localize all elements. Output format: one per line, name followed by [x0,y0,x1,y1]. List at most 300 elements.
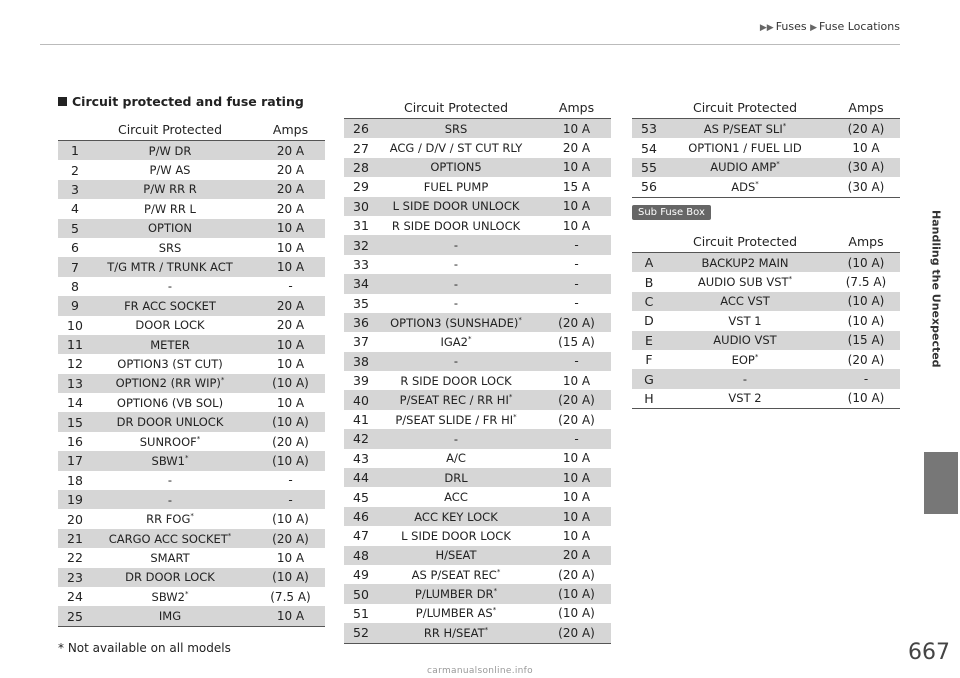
circuit-name: - [167,473,173,488]
fuse-number: 32 [344,235,370,254]
table-header-number [632,230,658,253]
table-row [344,119,611,139]
asterisk-marker: * [513,412,517,421]
asterisk-marker: * [782,121,787,130]
fuse-amps: - [542,429,611,448]
table-row [344,255,611,274]
fuse-number: 48 [344,546,370,565]
fuse-number: 34 [344,274,370,293]
watermark: carmanualsonline.info [427,666,533,676]
table-row [632,138,900,157]
fuse-table-1 [58,118,325,627]
circuit-name-cell [370,197,542,216]
circuit-name-cell [370,623,542,643]
circuit-name: FR ACC SOCKET [124,298,216,313]
fuse-number: 11 [58,335,84,354]
circuit-name: ACC [444,490,468,505]
table-header-number [632,96,658,119]
header-divider [40,44,900,45]
fuse-amps: 10 A [276,550,305,565]
fuse-number: 12 [67,356,83,372]
table-row [58,180,325,199]
circuit-name: VST 2 [728,391,762,406]
circuit-name-cell [370,546,542,565]
fuse-amps: (10 A) [256,374,325,393]
circuit-name: SBW1 [151,453,185,468]
page-number: 667 [908,640,950,665]
circuit-name: - [742,372,748,387]
fuse-number: A [632,253,658,273]
fuse-amps: 10 A [256,335,325,354]
fuse-amps: - [288,473,293,488]
fuse-number: 24 [67,589,83,605]
table-row [58,548,325,567]
breadcrumb [760,20,900,33]
table-row [344,449,611,468]
section-title [58,94,304,109]
fuse-number: 50 [344,584,370,603]
fuse-amps: 10 A [256,257,325,276]
sub-fuse-box-badge: Sub Fuse Box [632,205,711,220]
asterisk-marker: * [754,352,759,361]
fuse-amps: 10 A [276,356,305,371]
circuit-name: - [453,257,459,272]
circuit-name: METER [150,337,190,352]
circuit-name-cell [658,369,832,388]
asterisk-marker: * [492,606,497,615]
fuse-number: 1 [58,141,84,161]
circuit-name-cell [84,432,256,451]
fuse-amps: (20 A) [542,390,611,409]
table-row [632,389,900,409]
fuse-number: 19 [58,490,84,509]
fuse-number: 20 [67,511,83,527]
table-row [58,238,325,257]
fuse-number: 7 [58,257,84,276]
circuit-name: AUDIO AMP [710,160,777,175]
fuse-number: 15 [58,412,84,431]
table-row [344,197,611,216]
circuit-name-cell [84,354,256,373]
circuit-name: RR FOG [146,512,191,527]
asterisk-marker: * [496,567,501,576]
sub-fuse-table [632,230,900,409]
table-row [58,471,325,490]
circuit-name-cell [84,238,256,257]
fuse-amps: - [574,257,579,272]
circuit-name: P/W DR [148,143,192,158]
circuit-name: VST 1 [728,313,762,328]
circuit-name-cell [84,219,256,238]
fuse-number: 27 [353,140,369,156]
fuse-amps: 10 A [542,507,611,526]
circuit-name-cell [370,429,542,448]
circuit-name-cell [84,509,256,528]
fuse-number: D [644,313,654,329]
asterisk-marker: * [776,160,780,169]
fuse-number: 28 [344,158,370,177]
circuit-name-cell [370,449,542,468]
fuse-amps: (20 A) [256,529,325,548]
fuse-number: H [632,389,658,409]
fuse-amps: - [288,279,293,294]
fuse-number: 55 [632,158,658,177]
fuse-amps: 10 A [852,141,880,156]
circuit-name: SRS [158,240,182,255]
table-row [344,158,611,177]
table-row [58,606,325,626]
fuse-amps: 10 A [562,451,591,466]
table-row [344,352,611,371]
table-row [632,177,900,197]
circuit-name-cell [658,331,832,350]
table-header-row [632,96,900,119]
table-row [632,292,900,311]
circuit-name-cell [84,606,256,626]
side-tab-marker [924,452,958,514]
fuse-amps: 15 A [562,179,591,194]
fuse-amps: (30 A) [832,158,900,177]
fuse-number: 45 [353,489,369,505]
table-row [58,141,325,161]
table-row [344,294,611,313]
fuse-amps: (20 A) [558,567,595,582]
fuse-number: 21 [58,529,84,548]
table-row [344,565,611,584]
fuse-number: 8 [71,278,79,294]
fuse-amps: (10 A) [256,451,325,470]
circuit-name-cell [370,468,542,487]
table-row [58,335,325,354]
circuit-name-cell [84,490,256,509]
table-row [344,216,611,235]
table-row [632,369,900,388]
table-row [58,509,325,528]
table-header-circuit: Circuit Protected [370,96,542,119]
fuse-amps: (10 A) [256,412,325,431]
asterisk-marker: * [755,179,759,188]
circuit-name: ADS [731,179,756,194]
circuit-name-cell [84,296,256,315]
circuit-name-cell [658,253,832,273]
table-row [58,568,325,587]
circuit-name: H/SEAT [435,548,477,563]
circuit-name: ACC VST [720,294,770,309]
table-row [344,235,611,254]
table-row [344,429,611,448]
table-row [58,374,325,393]
fuse-amps: 20 A [562,141,591,156]
circuit-name: OPTION3 (ST CUT) [117,356,223,371]
fuse-number: 2 [71,162,79,178]
fuse-amps: 20 A [256,141,325,161]
table-header-amps: Amps [832,96,900,119]
circuit-name: IGA2 [440,334,468,349]
fuse-number: 26 [344,119,370,139]
table-row [632,331,900,350]
table-row [58,490,325,509]
circuit-name: ACC KEY LOCK [414,509,498,524]
fuse-amps: 20 A [276,201,305,216]
table-row [58,393,325,412]
table-header-circuit: Circuit Protected [658,96,832,119]
circuit-name-cell [370,119,542,139]
asterisk-marker: * [220,376,225,385]
circuit-name-cell [370,274,542,293]
fuse-number: 38 [344,352,370,371]
section-title-text: Circuit protected and fuse rating [72,94,304,109]
asterisk-marker: * [484,625,489,634]
fuse-amps: (10 A) [832,292,900,311]
table-row [344,410,611,429]
circuit-name-cell [370,235,542,254]
circuit-name-cell [658,272,832,291]
asterisk-marker: * [184,589,189,598]
fuse-number: 33 [353,256,369,272]
table-row [58,219,325,238]
table-row [344,623,611,643]
circuit-name-cell [370,332,542,351]
table-row [58,529,325,548]
fuse-amps: (20 A) [847,352,885,367]
fuse-amps: 10 A [562,528,591,543]
circuit-name: P/LUMBER DR [414,587,494,602]
circuit-name-cell [370,352,542,371]
fuse-number: 40 [344,390,370,409]
fuse-number: B [644,274,654,290]
circuit-name: - [453,238,459,253]
table-row [632,119,900,139]
circuit-name: FUEL PUMP [423,179,489,194]
fuse-number: 14 [67,395,83,411]
asterisk-marker: * [788,275,793,284]
table-row [344,313,611,332]
circuit-name-cell [84,160,256,179]
circuit-name-cell [370,371,542,390]
fuse-number: 25 [58,606,84,626]
circuit-name: R SIDE DOOR LOCK [400,373,512,388]
table-row [344,604,611,623]
circuit-name: L SIDE DOOR LOCK [401,528,511,543]
fuse-amps: (7.5 A) [270,589,311,604]
circuit-name-cell [84,277,256,296]
fuse-amps: (30 A) [832,177,900,197]
circuit-name-cell [370,255,542,274]
circuit-name-cell [84,374,256,393]
table-row [58,354,325,373]
table-row [344,507,611,526]
asterisk-marker: * [518,315,522,324]
circuit-name-cell [84,141,256,161]
circuit-name: CARGO ACC SOCKET [108,531,228,546]
table-row [632,253,900,273]
fuse-amps: (10 A) [272,512,309,527]
circuit-name-cell [84,257,256,276]
fuse-amps: (10 A) [256,568,325,587]
table-row [58,160,325,179]
table-header-amps: Amps [542,96,611,119]
asterisk-marker: * [196,434,201,443]
fuse-amps: 10 A [542,468,611,487]
circuit-name: AUDIO VST [713,333,777,348]
fuse-number: 16 [67,434,83,450]
fuse-amps: (20 A) [272,434,309,449]
side-tab [912,0,960,678]
table-row [58,277,325,296]
fuse-number: 29 [353,179,369,195]
asterisk-marker: * [493,587,498,596]
fuse-amps: 10 A [256,606,325,626]
circuit-name: P/SEAT SLIDE / FR HI [395,412,514,427]
circuit-name-cell [370,313,542,332]
circuit-name: OPTION5 [430,160,482,175]
circuit-name-cell [370,294,542,313]
circuit-name-cell [370,177,542,196]
table-row [344,390,611,409]
fuse-amps: 10 A [562,490,591,505]
fuse-number: 41 [353,412,369,428]
fuse-number: 35 [353,295,369,311]
circuit-name-cell [370,487,542,506]
circuit-name: SBW2 [151,589,185,604]
circuit-name-cell [658,389,832,409]
fuse-amps: - [542,352,611,371]
circuit-name: T/G MTR / TRUNK ACT [107,260,233,275]
fuse-number: 5 [58,219,84,238]
fuse-number: E [632,331,658,350]
fuse-number: G [632,369,658,388]
table-header-number [344,96,370,119]
circuit-name-cell [658,292,832,311]
circuit-name-cell [84,180,256,199]
table-row [344,584,611,603]
fuse-amps: (10 A) [542,584,611,603]
table-header-row [632,230,900,253]
table-row [58,432,325,451]
fuse-number: 31 [353,218,369,234]
table-row [632,350,900,369]
circuit-name: P/LUMBER AS [415,606,493,621]
fuse-amps: 10 A [256,219,325,238]
circuit-name: AS P/SEAT SLI [703,121,783,136]
fuse-number: 10 [67,317,83,333]
circuit-name-cell [658,119,832,139]
circuit-name: SUNROOF [139,434,197,449]
circuit-name-cell [370,604,542,623]
fuse-number: 53 [632,119,658,139]
table-header-circuit: Circuit Protected [84,118,256,141]
fuse-amps: - [256,490,325,509]
table-row [58,257,325,276]
circuit-name: OPTION6 (VB SOL) [116,395,224,410]
fuse-amps: (10 A) [847,313,885,328]
circuit-name: DOOR LOCK [135,318,205,333]
fuse-table-2 [344,96,611,644]
table-row [58,316,325,335]
fuse-number: 52 [344,623,370,643]
fuse-number: 39 [353,373,369,389]
table-row [344,138,611,157]
circuit-name: - [453,296,459,311]
fuse-number: 47 [353,528,369,544]
circuit-name-cell [370,565,542,584]
fuse-number: 51 [353,605,369,621]
fuse-amps: (20 A) [558,412,595,427]
circuit-name: IMG [158,609,182,624]
fuse-table-3 [632,96,900,198]
circuit-name: EOP [731,352,755,367]
breadcrumb-arrow-icon: ▶ [810,23,818,33]
circuit-name: - [453,276,459,291]
table-row [344,546,611,565]
circuit-name: OPTION2 (RR WIP) [115,376,221,391]
circuit-name-cell [84,199,256,218]
fuse-number: 17 [58,451,84,470]
fuse-number: 42 [344,429,370,448]
fuse-number: F [645,352,653,368]
fuse-amps: 10 A [542,119,611,139]
circuit-name-cell [658,177,832,197]
fuse-amps: 10 A [276,395,305,410]
table-header-amps: Amps [256,118,325,141]
table-header-number [58,118,84,141]
table-row [58,451,325,470]
circuit-name-cell [84,393,256,412]
fuse-amps: (20 A) [542,313,611,332]
circuit-name-cell [370,158,542,177]
circuit-name-cell [370,138,542,157]
circuit-name: RR H/SEAT [423,625,485,640]
table-row [344,487,611,506]
table-row [58,587,325,606]
circuit-name: A/C [446,451,466,466]
circuit-name-cell [658,311,832,330]
asterisk-marker: * [184,453,189,462]
fuse-number: 4 [71,201,79,217]
table-row [344,468,611,487]
circuit-name-cell [370,216,542,235]
fuse-number: 43 [353,450,369,466]
fuse-amps: (10 A) [558,606,595,621]
table-row [344,177,611,196]
fuse-number: 49 [353,567,369,583]
circuit-name: DR DOOR UNLOCK [116,415,224,430]
table-row [344,332,611,351]
circuit-name-cell [84,548,256,567]
fuse-amps: 20 A [542,546,611,565]
circuit-name: L SIDE DOOR UNLOCK [392,199,520,214]
asterisk-marker: * [508,393,513,402]
circuit-name: P/SEAT REC / RR HI [399,393,509,408]
circuit-name: - [453,431,459,446]
table-row [58,296,325,315]
circuit-name-cell [370,390,542,409]
circuit-name: AS P/SEAT REC [411,567,497,582]
circuit-name-cell [658,158,832,177]
circuit-name: P/W RR L [144,201,196,216]
fuse-amps: (10 A) [832,389,900,409]
fuse-amps: (15 A) [832,331,900,350]
fuse-number: 44 [344,468,370,487]
table-row [344,526,611,545]
fuse-number: 54 [641,140,657,156]
fuse-number: 56 [632,177,658,197]
breadcrumb-item-fuses: Fuses [775,20,807,33]
circuit-name-cell [84,587,256,606]
circuit-name-cell [84,335,256,354]
fuse-number: 22 [67,550,83,566]
fuse-number: 36 [344,313,370,332]
